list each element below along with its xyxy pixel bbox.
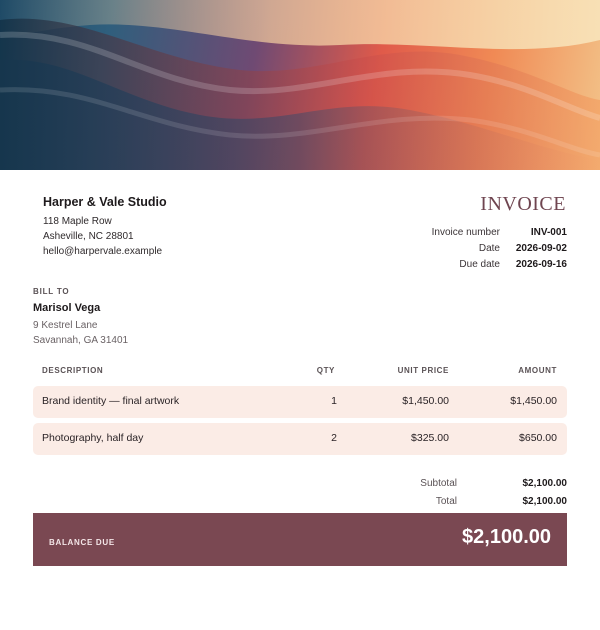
- company-name: Harper & Vale Studio: [43, 195, 167, 209]
- client-address-line-1: 9 Kestrel Lane: [33, 320, 98, 331]
- invoice-meta: [432, 224, 567, 272]
- total-label: Total: [435, 495, 457, 507]
- company-address-line-1: 118 Maple Row: [43, 216, 112, 227]
- row-qty: 2: [331, 432, 337, 444]
- company-email: hello@harpervale.example: [43, 246, 163, 257]
- company-info: [43, 195, 167, 259]
- subtotal-row: [420, 474, 567, 492]
- client-address-line-2: Savannah, GA 31401: [33, 335, 129, 346]
- invoice-number-value: INV-001: [530, 226, 567, 238]
- totals-section: [420, 474, 567, 510]
- header-unit-price: UNIT PRICE: [397, 366, 449, 375]
- bill-to-section: [33, 287, 128, 348]
- invoice-due-label: Due date: [459, 258, 500, 270]
- invoice-due-value: 2026-09-16: [515, 258, 567, 270]
- subtotal-label: Subtotal: [420, 477, 457, 489]
- row-unit-price: $1,450.00: [402, 395, 449, 407]
- balance-due-amount: $2,100.00: [462, 526, 551, 548]
- invoice-title: INVOICE: [480, 193, 566, 215]
- items-table-header: [33, 366, 567, 378]
- header-qty: QTY: [316, 366, 335, 375]
- table-row: [33, 423, 567, 455]
- balance-due-label: BALANCE DUE: [49, 538, 115, 547]
- balance-due-bar: [33, 513, 567, 566]
- invoice-date-value: 2026-09-02: [515, 242, 567, 254]
- row-description: Brand identity — final artwork: [42, 395, 180, 407]
- header-banner-image: [0, 0, 600, 170]
- invoice-number-label: Invoice number: [431, 226, 500, 238]
- invoice-date-label: Date: [478, 242, 500, 254]
- header-description: DESCRIPTION: [42, 366, 104, 375]
- header-amount: AMOUNT: [518, 366, 557, 375]
- row-qty: 1: [331, 395, 337, 407]
- invoice-number-row: [432, 224, 567, 240]
- row-description: Photography, half day: [42, 432, 144, 444]
- invoice-date-row: [432, 240, 567, 256]
- total-value: $2,100.00: [522, 495, 567, 507]
- bill-to-label: BILL TO: [33, 287, 70, 296]
- row-unit-price: $325.00: [411, 432, 449, 444]
- row-amount: $1,450.00: [510, 395, 557, 407]
- wave-artwork: [0, 0, 600, 170]
- invoice-due-row: [432, 256, 567, 272]
- table-row: [33, 386, 567, 418]
- total-row: [420, 492, 567, 510]
- client-name: Marisol Vega: [33, 302, 101, 314]
- subtotal-value: $2,100.00: [522, 477, 567, 489]
- company-address-line-2: Asheville, NC 28801: [43, 231, 134, 242]
- row-amount: $650.00: [519, 432, 557, 444]
